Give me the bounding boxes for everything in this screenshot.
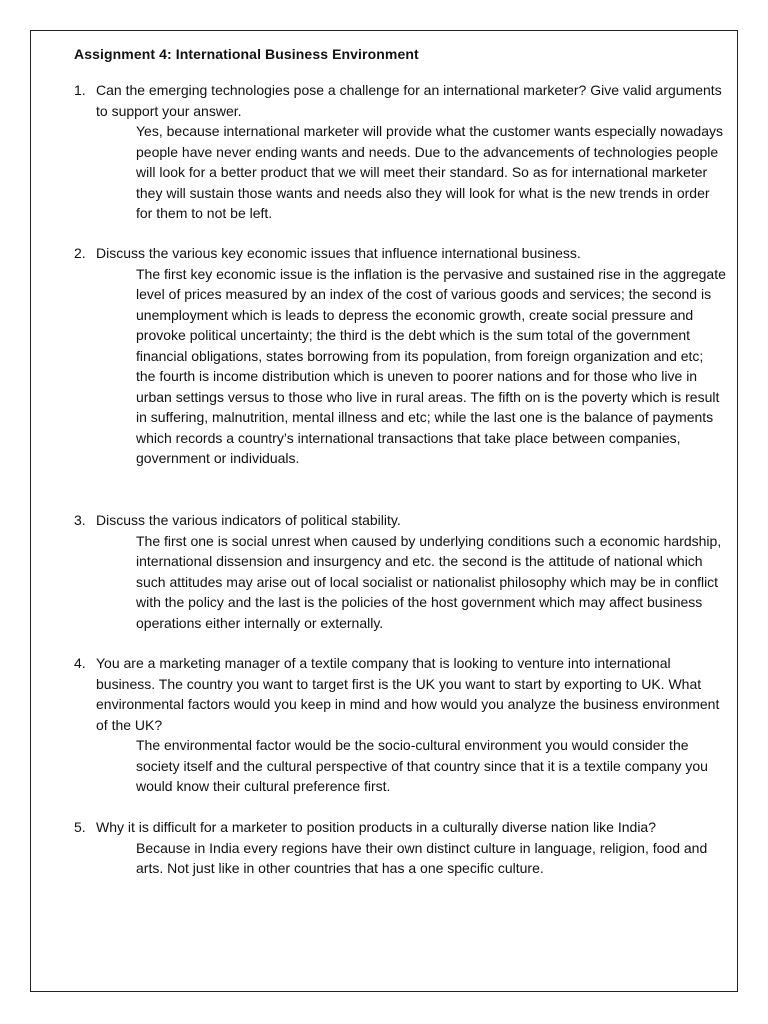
question-item-2	[74, 243, 724, 469]
document-title: Assignment 4: International Business Environment	[74, 46, 419, 62]
question-text: Why it is difficult for a marketer to position products in a culturally diverse nation like India?	[96, 819, 656, 835]
answer-text: The first key economic issue is the inflation is the pervasive and sustained rise in the aggregate level of prices measured by an index of the cost of various goods and services; the second is unemployment which is leads to depress the economic growth, create social pressure and provoke political uncertainty; the third is the debt which is the sum total of the government financial obligations, states borrowing from its population, from foreign organization and etc; the fourth is income distribution which is uneven to poorer nations and for those who live in urban settings versus to those who live in rural areas. The fifth on is the poverty which is result in suffering, malnutrition, mental illness and etc; while the last one is the balance of payments which records a country’s international transactions that take place between companies, government or individuals.	[136, 265, 726, 466]
question-row	[74, 510, 724, 531]
question-text: Discuss the various indicators of political stability.	[96, 512, 401, 528]
question-item-1	[74, 80, 724, 224]
question-row	[74, 80, 724, 121]
question-item-4	[74, 653, 724, 797]
question-text: Can the emerging technologies pose a challenge for an international marketer? Give valid arguments to support your answer.	[96, 82, 722, 119]
question-item-5	[74, 817, 724, 879]
question-number: 2.	[74, 245, 86, 261]
question-text: You are a marketing manager of a textile company that is looking to venture into international business. The country you want to target first is the UK you want to start by exporting to UK. What environmental factors would you keep in mind and how would you analyze the business environment of the UK?	[96, 655, 720, 733]
question-number: 4.	[74, 655, 86, 671]
question-number: 5.	[74, 819, 86, 835]
question-row	[74, 817, 724, 838]
answer-text: The first one is social unrest when caused by underlying conditions such a economic hardship, international dissension and insurgency and etc. the second is the attitude of national which such attitudes may arise out of local socialist or nationalist philosophy which may be in conflict with the policy and the last is the policies of the host government which may affect business operations either internally or externally.	[136, 532, 722, 631]
question-text: Discuss the various key economic issues that influence international business.	[96, 245, 581, 261]
answer-text: Yes, because international marketer will provide what the customer wants especially nowadays people have never ending wants and needs. Due to the advancements of technologies people will look for a better product that we will meet their standard. So as for international marketer they will sustain those wants and needs also they will look for what is the new trends in order for them to not be left.	[136, 123, 724, 221]
question-row	[74, 653, 724, 735]
answer-text: Because in India every regions have their own distinct culture in language, religion, food and arts. Not just like in other countries that has a one specific culture.	[136, 839, 708, 876]
question-number: 3.	[74, 512, 86, 528]
answer-text: The environmental factor would be the socio-cultural environment you would consider the society itself and the cultural perspective of that country since that it is a textile company you would know their cultural preference first.	[136, 737, 708, 794]
question-row	[74, 243, 724, 264]
question-number: 1.	[74, 82, 86, 98]
question-item-3	[74, 510, 724, 633]
